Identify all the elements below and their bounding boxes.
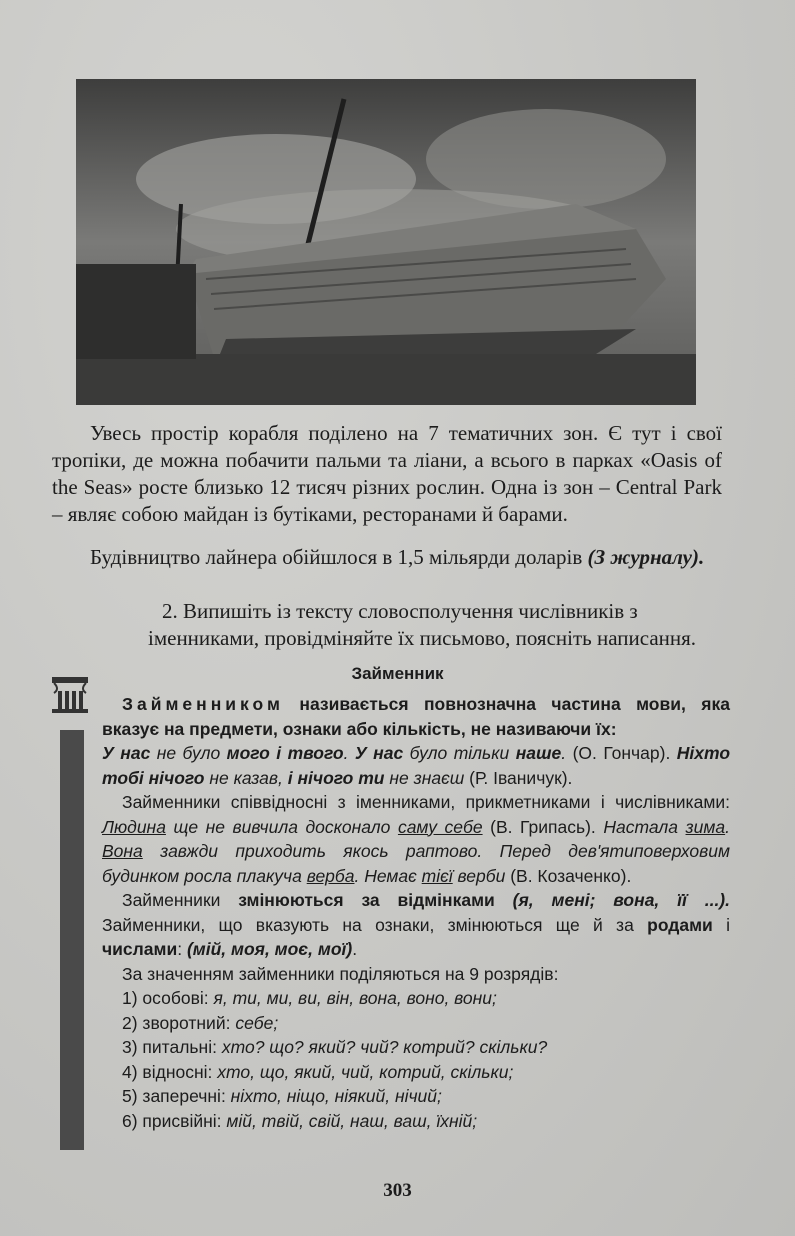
- category-item: [102, 1084, 730, 1109]
- category-label: 5) заперечні:: [122, 1086, 231, 1106]
- correlation-paragraph: [102, 790, 730, 888]
- category-item: [102, 1011, 730, 1036]
- ex-text: . Немає: [354, 865, 422, 886]
- category-examples: ніхто, ніщо, ніякий, нічий;: [230, 1086, 442, 1106]
- category-item: [102, 1060, 730, 1085]
- ship-illustration: [76, 79, 696, 405]
- category-item: [102, 1035, 730, 1060]
- ex-word: зима: [685, 816, 726, 837]
- category-examples: мій, твій, свій, наш, ваш, їхній;: [226, 1110, 478, 1131]
- change-bold: змінюються за відмінками: [238, 890, 495, 910]
- ex-word: тієї: [421, 865, 453, 886]
- paragraph-cost-source: (З журналу).: [587, 545, 705, 569]
- change-text: Займенники: [122, 890, 239, 910]
- ex-source: (Р. Іваничук).: [464, 767, 573, 788]
- rule-term: Займенником: [122, 694, 284, 714]
- category-examples: хто, що, який, чий, котрий, скільки;: [217, 1061, 514, 1082]
- category-label: 6) присвійні:: [122, 1110, 227, 1131]
- change-bold: родами: [647, 914, 713, 935]
- page-number: 303: [383, 1180, 412, 1201]
- category-label: 2) зворотний:: [122, 1012, 236, 1033]
- ex-text: .: [561, 743, 567, 763]
- category-label: 4) відносні:: [122, 1061, 218, 1082]
- ex-text: Настала: [603, 816, 686, 837]
- ex-text: ще не вивчила досконало: [165, 816, 398, 837]
- section-title: Займенник: [351, 664, 444, 683]
- change-bold: числами: [102, 939, 178, 959]
- paragraph-cost-text: Будівництво лайнера обійшлося в 1,5 мільярди доларів: [90, 545, 583, 569]
- ex-word: наше: [515, 743, 562, 763]
- change-example: (мій, моя, моє, мої): [186, 939, 353, 959]
- rule-column-icon: [50, 675, 90, 713]
- rule-definition: [102, 692, 730, 741]
- ex-text: .: [725, 816, 730, 837]
- ex-word: саму себе: [397, 816, 483, 837]
- rule-examples: [102, 741, 730, 790]
- ex-text: верби: [452, 865, 506, 886]
- category-item: [102, 1109, 730, 1134]
- categories-intro: За значенням займенники поділяються на 9 розрядів:: [122, 963, 559, 984]
- change-paragraph: [102, 888, 730, 962]
- ex-word: У нас: [354, 743, 404, 763]
- ex-source: (О. Гончар).: [566, 743, 677, 763]
- rule-block: [102, 692, 730, 1133]
- category-label: 3) питальні:: [122, 1037, 222, 1057]
- ex-text: .: [343, 743, 355, 763]
- ex-text: не знаєш: [384, 767, 465, 788]
- ex-word: У нас: [102, 743, 151, 763]
- change-example: (я, мені; вона, її ...).: [494, 890, 730, 910]
- change-text: і: [712, 914, 731, 935]
- paragraph-cost: [52, 544, 722, 571]
- change-text: Займенники, що вказують на ознаки, змінюються ще й за: [102, 914, 648, 935]
- rule-definition-text: називається повнозначна частина мови, яка вказує на предмети, ознаки або кількість, не називаючи їх:: [102, 694, 730, 739]
- ship-photo: [76, 79, 696, 405]
- ex-word: Ніхто тобі нічого: [102, 743, 731, 788]
- exercise-task: 2. Випишіть із тексту словосполучення числівників з іменниками, провідміняйте їх письмово, поясніть написання.: [148, 599, 697, 650]
- ex-source: (В. Грипась).: [482, 816, 604, 837]
- ex-source: (В. Козаченко).: [505, 865, 632, 886]
- category-examples: я, ти, ми, ви, він, вона, воно, вони;: [213, 988, 497, 1008]
- ex-text: завжди приходить якось раптово. Перед дев'ятиповерховим будинком росла плакуча: [102, 841, 730, 886]
- change-text: :: [177, 939, 187, 959]
- ex-word: верба: [306, 865, 355, 886]
- category-examples: хто? що? який? чий? котрий? скільки?: [221, 1037, 548, 1057]
- ex-word: і нічого ти: [287, 767, 385, 788]
- ex-text: не було: [150, 743, 227, 763]
- ex-text: було тільки: [403, 743, 516, 763]
- change-text: .: [352, 939, 358, 959]
- category-label: 1) особові:: [122, 988, 214, 1008]
- ex-word: Вона: [102, 841, 143, 861]
- category-examples: себе;: [235, 1012, 279, 1033]
- paragraph-ship-zones: Увесь простір корабля поділено на 7 тематичних зон. Є тут і свої тропіки, де можна побачити пальми та ліани, а всього в парках «Oasis of the Seas» росте близько 12 тисяч різних рослин. Одна із зон – Central Park – являє собою майдан із бутіками, ресторанами й барами.: [52, 421, 722, 526]
- category-item: [102, 986, 730, 1011]
- ex-text: не казав,: [204, 767, 288, 788]
- correlation-intro: Займенники співвідносні з іменниками, прикметниками і числівниками:: [122, 792, 730, 812]
- rule-sidebar-bar: [60, 730, 84, 1150]
- ex-word: мого і твого: [226, 743, 344, 763]
- ex-word: Людина: [102, 816, 166, 837]
